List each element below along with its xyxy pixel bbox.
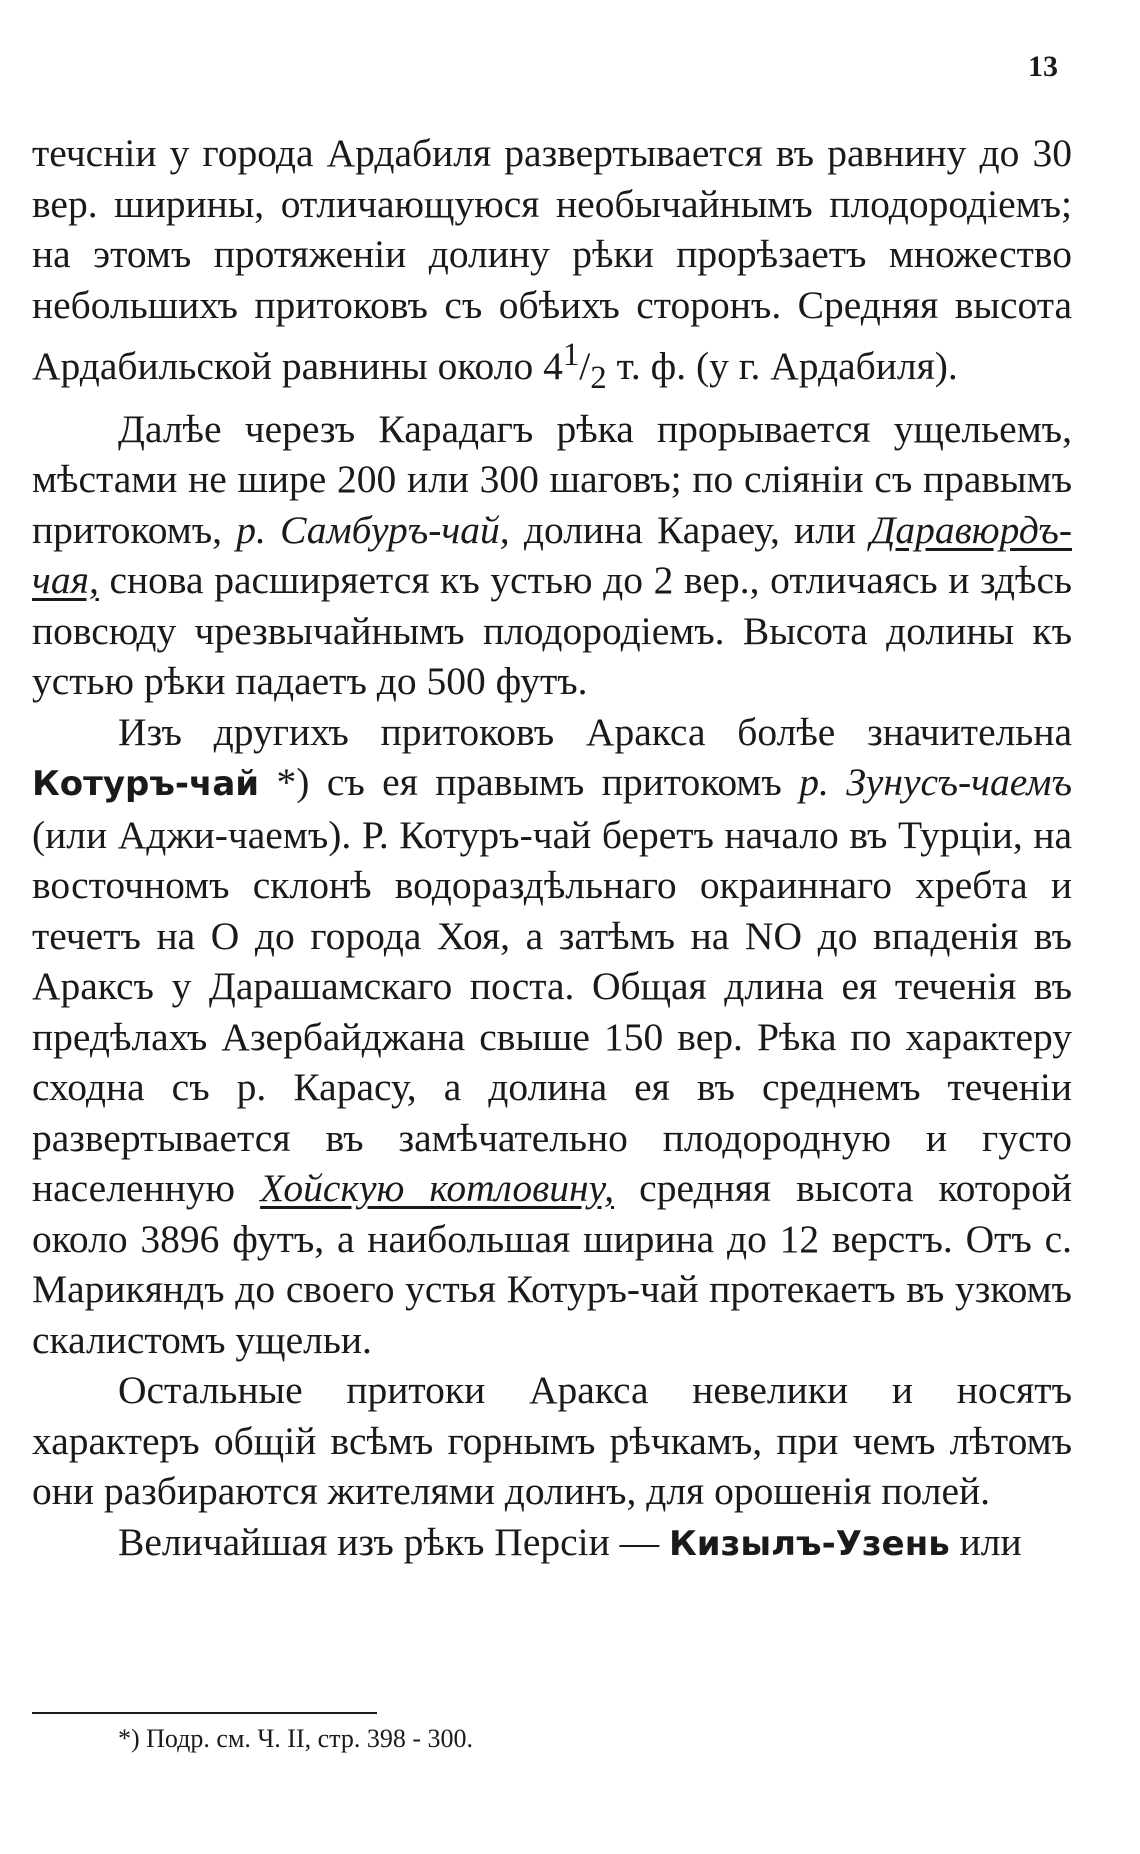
paragraph-2-text: Далѣе черезъ Карадагъ рѣка прорывается ущельемъ, мѣстами не шире 200 или 300 шаговъ; по сліянiи съ правымъ притокомъ, <box>32 406 1072 552</box>
paragraph-3-text-4: средняя высота которой около 3896 футъ, а наибольшая ширина до 12 верстъ. Отъ с. Марикяндъ до своего устья Котуръ-чай протекаетъ въ узкомъ скалистомъ ущельи. <box>32 1166 1072 1362</box>
khoi-basin: Хойскую котловину, <box>260 1166 615 1211</box>
river-name-daravyurd: Даравюрдъ-чая, <box>32 507 1073 603</box>
footnote: *) Подр. см. Ч. II, стр. 398 - 300. <box>118 1724 473 1753</box>
paragraph-2-text-3: снова расширяется къ устью до 2 вер., отличаясь и здѣсь повсюду чрезвычайнымъ плодородiемъ. Высота долины къ устью рѣки падаетъ до 500 футъ. <box>32 558 1072 704</box>
footnote-divider <box>32 1712 377 1714</box>
paragraph-3-text: Изъ другихъ притоковъ Аракса болѣе значительна <box>118 709 1072 754</box>
paragraph-5-text: Величайшая изъ рѣкъ Персiи — <box>118 1519 670 1564</box>
paragraph-2 <box>32 404 1072 707</box>
river-name-kotur: Котуръ-чай <box>32 764 260 805</box>
river-name-sambur: р. Самбуръ-чай, <box>236 507 510 552</box>
river-name-kizil-uzen: Кизылъ-Узень <box>669 1523 950 1564</box>
paragraph-3-text-2: *) съ ея правымъ притокомъ <box>259 760 800 805</box>
page-number: 13 <box>1028 50 1058 83</box>
paragraph-5-text-2: или <box>949 1519 1022 1564</box>
paragraph-5 <box>32 1517 1072 1570</box>
paragraph-1 <box>32 128 1072 404</box>
fraction-slash: / <box>579 344 591 389</box>
body-text <box>32 128 1072 1569</box>
fraction-numerator: 1 <box>562 337 580 373</box>
paragraph-3-text-3: (или Аджи-чаемъ). Р. Котуръ-чай беретъ начало въ Турцiи, на восточномъ склонѣ водораздѣльнаго окраиннаго хребта и течетъ на O до города Хоя, а затѣмъ на NO до впаденiя въ Араксъ у Дарашамскаго поста. Общая длина ея теченiя въ предѣлахъ Азербайджана свыше 150 вер. Рѣка по характеру сходна съ р. Карасу, а долина ея въ среднемъ теченiи развертывается въ замѣчательно плодородную и густо населенную <box>32 812 1072 1211</box>
paragraph-1-text: течснiи у города Ардабиля развертывается въ равнину до 30 вер. ширины, отличающуюся необычайнымъ плодородiемъ; на этомъ протяженiи долину рѣки прорѣзаетъ множество небольшихъ притоковъ съ обѣихъ сторонъ. Средняя высота Ардабильской равнины около 4 <box>32 131 1072 389</box>
paragraph-2-text-2: долина Караеу, или <box>509 507 871 552</box>
paragraph-4-text: Остальные притоки Аракса невелики и носятъ характеръ общiй всѣмъ горнымъ рѣчкамъ, при чемъ лѣтомъ они разбираются жителями долинъ, для орошенiя полей. <box>32 1368 1072 1514</box>
fraction-denominator: 2 <box>590 360 607 397</box>
paragraph-3 <box>32 707 1072 1366</box>
paragraph-1-text-end: т. ф. (у г. Ардабиля). <box>606 344 958 389</box>
paragraph-4 <box>32 1365 1072 1517</box>
river-name-zunus: р. Зунусъ-чаемъ <box>799 760 1072 805</box>
